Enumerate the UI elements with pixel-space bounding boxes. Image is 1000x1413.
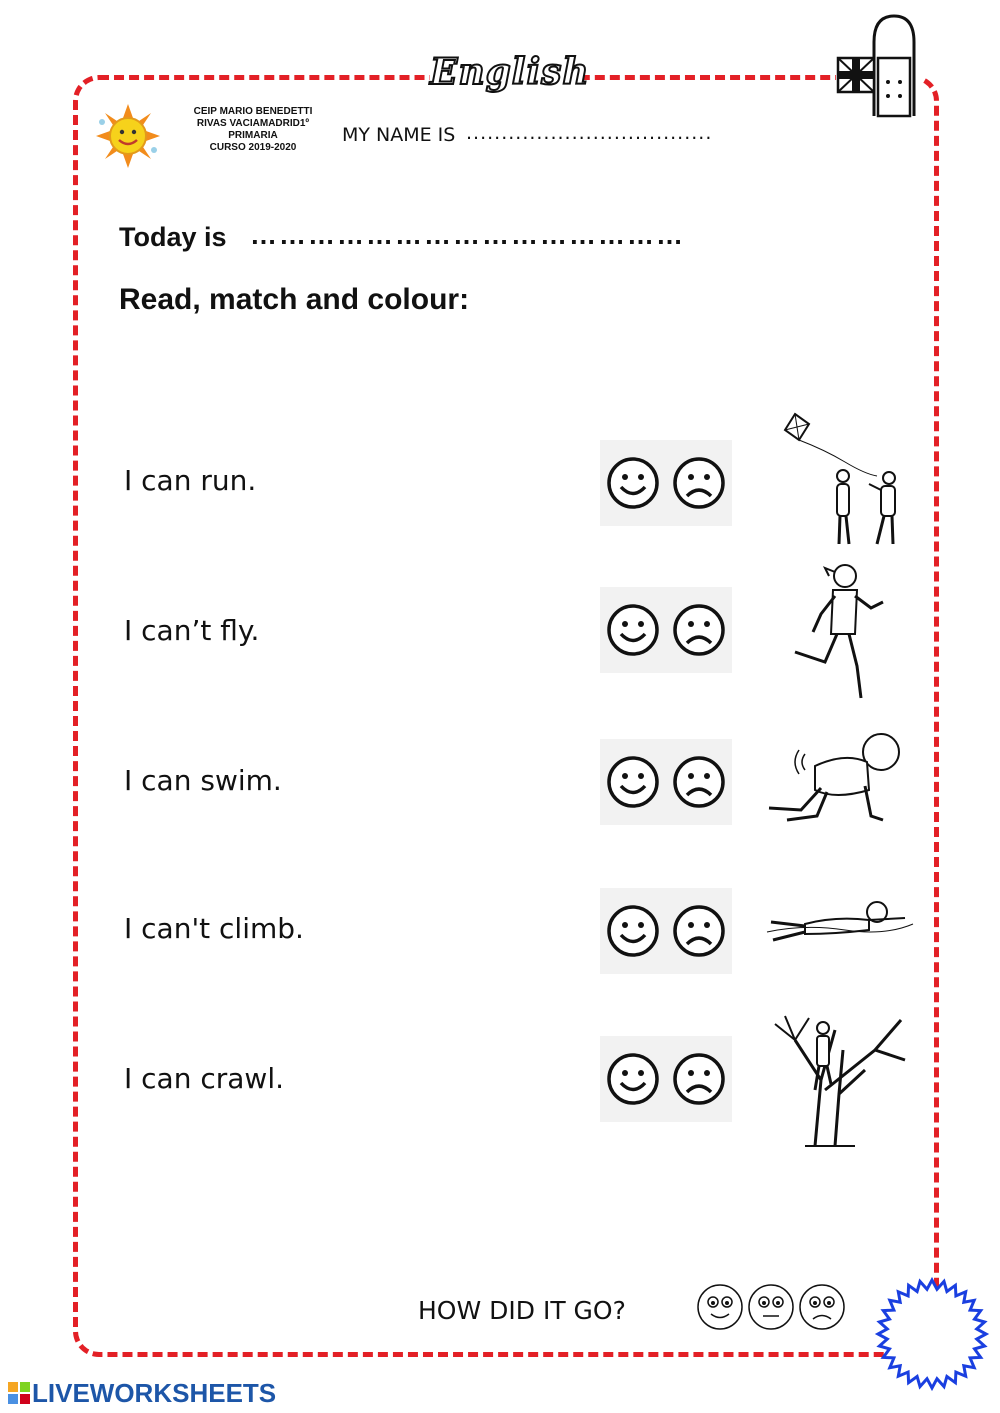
title-banner xyxy=(430,46,590,98)
sentence-5[interactable]: I can crawl. xyxy=(124,1062,285,1095)
child-climbing-tree-picture[interactable] xyxy=(765,1010,915,1150)
boy-swimming-picture[interactable] xyxy=(765,864,915,1004)
happy-face-icon[interactable] xyxy=(606,1052,660,1106)
happy-face-icon[interactable] xyxy=(606,904,660,958)
happy-face-icon[interactable] xyxy=(606,755,660,809)
sentence-4[interactable]: I can't climb. xyxy=(124,912,304,945)
page-title: English xyxy=(430,51,590,93)
school-line: PRIMARIA xyxy=(228,130,278,141)
happy-face-icon[interactable] xyxy=(606,456,660,510)
sentence-2[interactable]: I can’t fly. xyxy=(124,614,260,647)
how-did-it-go-label: HOW DID IT GO? xyxy=(418,1296,626,1325)
happy-face-icon[interactable] xyxy=(606,603,660,657)
sad-face-icon[interactable] xyxy=(672,603,726,657)
liveworksheets-brand: LIVEWORKSHEETS xyxy=(32,1378,277,1408)
face-choice-5 xyxy=(600,1036,732,1122)
neutral-face-icon[interactable] xyxy=(747,1283,795,1331)
happy-face-icon[interactable] xyxy=(696,1283,744,1331)
date-input-line[interactable]: ……………………………………… xyxy=(250,220,685,250)
face-choice-2 xyxy=(600,587,732,673)
sentence-3[interactable]: I can swim. xyxy=(124,764,282,797)
sad-face-icon[interactable] xyxy=(672,456,726,510)
instruction-heading: Read, match and colour: xyxy=(119,283,470,316)
school-line: CEIP MARIO BENEDETTI xyxy=(193,106,313,117)
royal-guard-icon xyxy=(836,12,922,118)
name-input-line[interactable]: ................................... xyxy=(466,122,713,144)
face-choice-1 xyxy=(600,440,732,526)
liveworksheets-logo-icon xyxy=(8,1380,32,1408)
sad-face-icon[interactable] xyxy=(672,1052,726,1106)
kids-flying-kite-picture[interactable] xyxy=(765,410,915,550)
sun-logo-icon xyxy=(96,104,160,168)
sad-face-icon[interactable] xyxy=(672,904,726,958)
sentence-1[interactable]: I can run. xyxy=(124,464,257,497)
starburst-badge-icon xyxy=(874,1276,990,1392)
girl-running-picture[interactable] xyxy=(765,562,915,702)
today-label: Today is xyxy=(119,222,227,252)
face-choice-4 xyxy=(600,888,732,974)
name-label: MY NAME IS xyxy=(342,124,456,146)
school-info xyxy=(180,106,326,154)
self-assessment-faces xyxy=(694,1280,850,1334)
sad-face-icon[interactable] xyxy=(672,755,726,809)
sad-face-icon[interactable] xyxy=(798,1283,846,1331)
school-line: RIVAS VACIAMADRID1º xyxy=(196,118,310,129)
school-line: CURSO 2019-2020 xyxy=(209,142,297,153)
baby-crawling-picture[interactable] xyxy=(765,716,915,856)
face-choice-3 xyxy=(600,739,732,825)
